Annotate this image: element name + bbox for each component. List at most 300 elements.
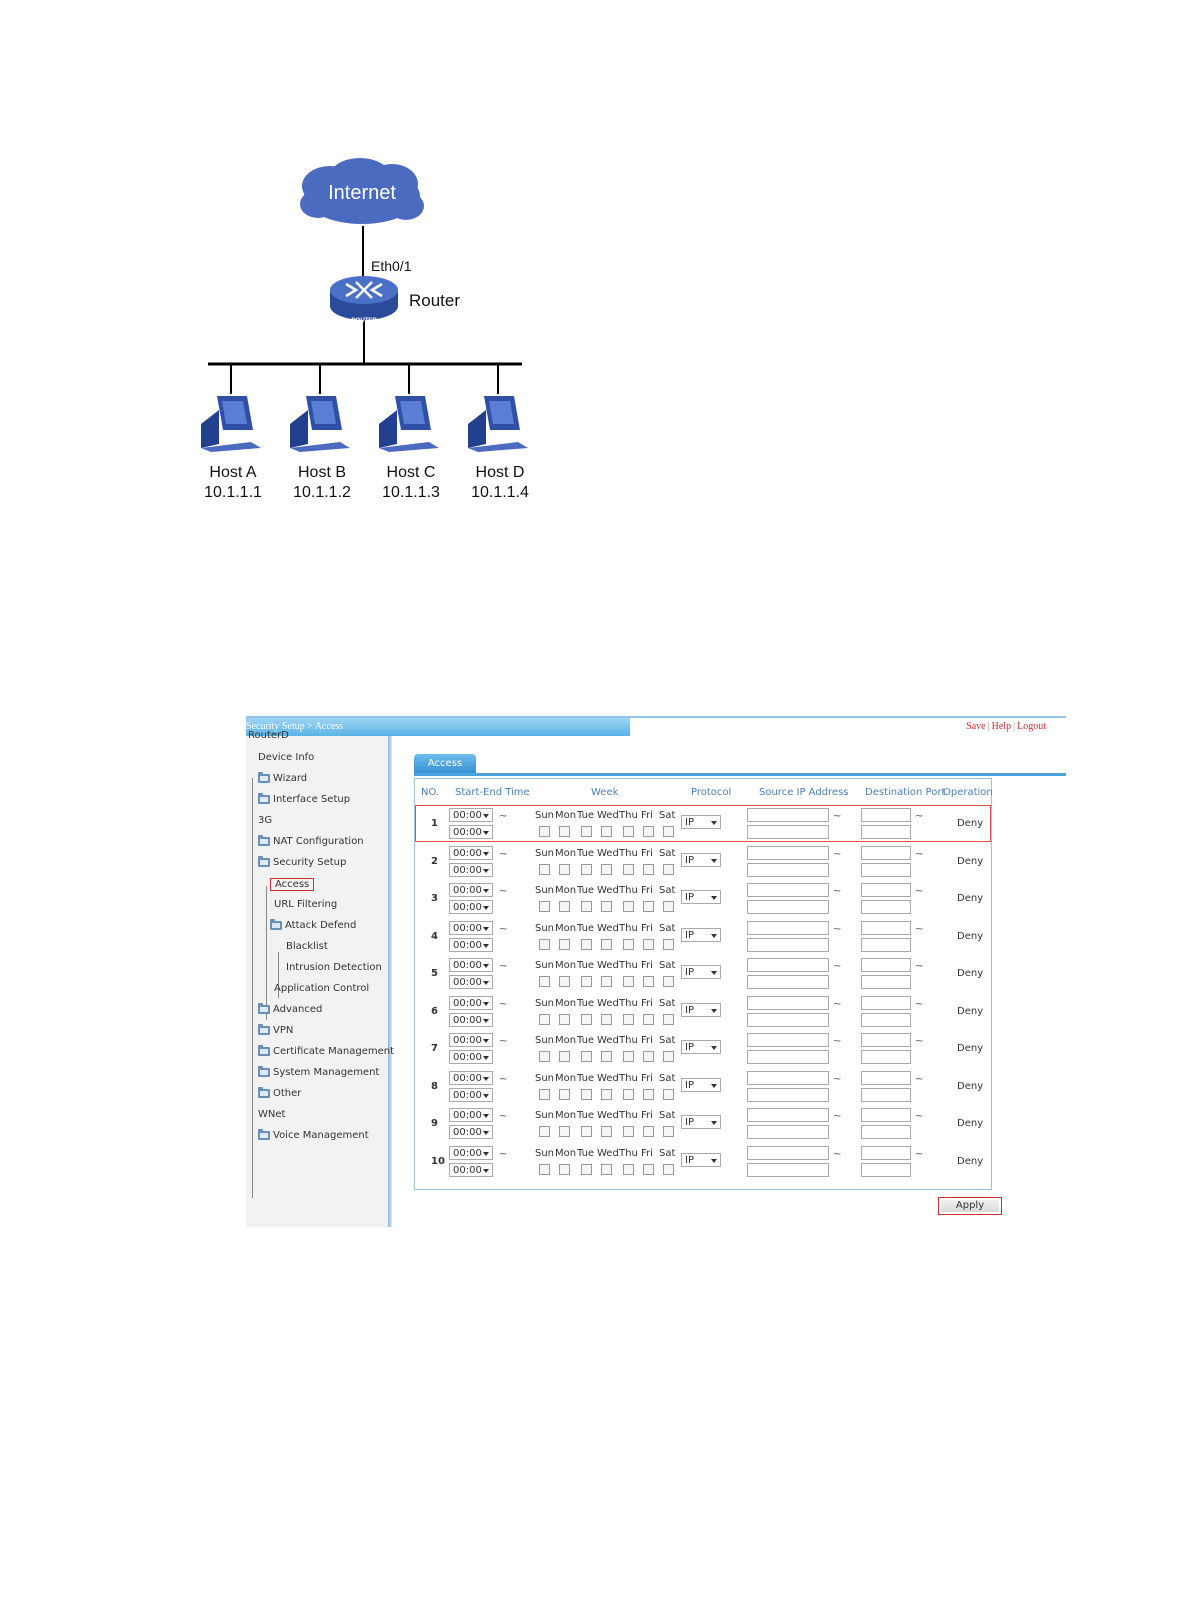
source-ip-end-input[interactable]: [747, 1050, 829, 1064]
protocol-select[interactable]: [681, 890, 721, 904]
protocol-select[interactable]: [681, 1078, 721, 1092]
col-no: NO.: [421, 787, 440, 798]
chevron-down-icon: [711, 1009, 717, 1013]
start-time-select[interactable]: [449, 1146, 493, 1160]
row-number: 8: [431, 1080, 438, 1092]
dest-port-end-input[interactable]: [861, 1125, 911, 1139]
nav-voice-management[interactable]: [258, 1130, 369, 1141]
day-checkbox[interactable]: [601, 1164, 612, 1175]
nav-security-setup[interactable]: [258, 857, 346, 868]
start-time-select[interactable]: [449, 921, 493, 935]
dest-port-end-input[interactable]: [861, 1088, 911, 1102]
port-range-separator: ~: [915, 811, 924, 822]
start-time-select[interactable]: [449, 883, 493, 897]
col-protocol: Protocol: [691, 787, 732, 798]
end-time-value: 00:00: [453, 1164, 482, 1176]
operation-value: Deny: [957, 1155, 984, 1167]
protocol-select[interactable]: [681, 853, 721, 867]
protocol-select[interactable]: [681, 1153, 721, 1167]
nav-3g[interactable]: [258, 815, 272, 826]
source-ip-start-input[interactable]: [747, 883, 829, 897]
day-checkbox[interactable]: [539, 1126, 550, 1137]
nav-nat-configuration[interactable]: [258, 836, 364, 847]
day-checkbox[interactable]: [643, 901, 654, 912]
end-time-value: 00:00: [453, 1127, 482, 1138]
start-time-select[interactable]: [449, 808, 493, 822]
nav-other[interactable]: [258, 1088, 301, 1099]
day-checkbox[interactable]: [601, 901, 612, 912]
end-time-select[interactable]: [449, 900, 493, 914]
chevron-down-icon: [483, 981, 489, 985]
day-label: Fri: [641, 1035, 653, 1046]
host-b-name: Host B: [297, 464, 346, 481]
dest-port-start-input[interactable]: [861, 1071, 911, 1085]
dest-port-start-input[interactable]: [861, 846, 911, 860]
col-time: Start-End Time: [455, 787, 530, 798]
day-checkbox[interactable]: [581, 1089, 592, 1100]
network-diagram-svg: [0, 0, 1190, 560]
router-web-ui: [246, 716, 1066, 1227]
day-label: Fri: [641, 1072, 653, 1084]
nav-attack-defend-label: Attack Defend: [285, 920, 357, 931]
day-checkbox[interactable]: [581, 1164, 592, 1175]
day-checkbox[interactable]: [623, 1164, 634, 1175]
network-diagram: [0, 0, 1190, 560]
day-label: Fri: [641, 1147, 653, 1159]
table-row: [415, 1068, 991, 1105]
ip-range-separator: ~: [833, 1148, 842, 1160]
row-number: 1: [431, 818, 438, 829]
dest-port-start-input[interactable]: [861, 883, 911, 897]
dest-port-end-input[interactable]: [861, 825, 911, 839]
table-row: [415, 880, 991, 917]
day-checkbox[interactable]: [539, 901, 550, 912]
day-label: Tue: [577, 847, 595, 859]
chevron-down-icon: [483, 906, 489, 910]
protocol-select[interactable]: [681, 815, 721, 829]
start-time-select[interactable]: [449, 1071, 493, 1085]
day-checkbox[interactable]: [559, 864, 570, 875]
end-time-select[interactable]: [449, 825, 493, 839]
host-d-computer-icon: [468, 396, 528, 452]
end-time-value: 00:00: [453, 1052, 482, 1063]
day-checkbox[interactable]: [581, 864, 592, 875]
dest-port-start-input[interactable]: [861, 996, 911, 1010]
dest-port-end-input[interactable]: [861, 1013, 911, 1027]
protocol-value: IP: [685, 1079, 694, 1091]
day-checkbox[interactable]: [643, 1051, 654, 1062]
day-label: Sat: [659, 960, 676, 971]
nav-blacklist[interactable]: [286, 941, 328, 952]
day-checkbox[interactable]: [539, 976, 550, 987]
day-checkbox[interactable]: [643, 1014, 654, 1025]
router-icon: [330, 276, 398, 320]
nav-attack-defend[interactable]: [270, 920, 356, 931]
logout-link[interactable]: Logout: [1017, 721, 1046, 732]
end-time-select[interactable]: [449, 863, 493, 877]
tab-underline: [414, 773, 1066, 776]
start-time-select[interactable]: [449, 1033, 493, 1047]
dest-port-start-input[interactable]: [861, 958, 911, 972]
router-label: Router: [409, 291, 461, 310]
day-checkbox[interactable]: [559, 1126, 570, 1137]
day-checkbox[interactable]: [601, 826, 612, 837]
source-ip-end-input[interactable]: [747, 1163, 829, 1177]
chevron-down-icon: [483, 964, 489, 968]
day-checkbox[interactable]: [601, 939, 612, 950]
ip-range-separator: ~: [833, 1073, 842, 1085]
folder-icon: [258, 1026, 270, 1035]
operation-value: Deny: [957, 968, 984, 979]
nav-interface-setup[interactable]: [258, 794, 350, 805]
day-checkbox[interactable]: [623, 1089, 634, 1100]
day-label: Sun: [535, 1072, 555, 1084]
end-time-select[interactable]: [449, 1050, 493, 1064]
day-checkbox[interactable]: [663, 901, 674, 912]
day-checkbox[interactable]: [623, 976, 634, 987]
end-time-select[interactable]: [449, 1163, 493, 1177]
chevron-down-icon: [711, 821, 717, 825]
end-time-select[interactable]: [449, 1125, 493, 1139]
day-checkbox[interactable]: [559, 939, 570, 950]
day-label: Sat: [659, 885, 676, 896]
source-ip-start-input[interactable]: [747, 1033, 829, 1047]
host-c-ip: 10.1.1.3: [382, 484, 440, 501]
day-checkbox[interactable]: [581, 976, 592, 987]
time-range-separator: ~: [499, 1111, 508, 1122]
day-checkbox[interactable]: [623, 1126, 634, 1137]
source-ip-start-input[interactable]: [747, 1071, 829, 1085]
day-label: Thu: [619, 960, 638, 971]
day-label: Mon: [555, 1072, 577, 1084]
nav-voice-label: Voice Management: [273, 1130, 369, 1141]
nav-advanced[interactable]: [258, 1004, 322, 1015]
nav-wnet[interactable]: [258, 1109, 285, 1120]
chevron-down-icon: [711, 934, 717, 938]
day-checkbox[interactable]: [663, 1089, 674, 1100]
nav-application-control[interactable]: [274, 983, 369, 994]
source-ip-start-input[interactable]: [747, 921, 829, 935]
port-range-separator: ~: [915, 848, 924, 860]
nav-wizard-label: Wizard: [273, 773, 308, 784]
day-checkbox[interactable]: [623, 864, 634, 875]
day-label: Sat: [659, 997, 676, 1009]
help-link[interactable]: Help: [991, 721, 1012, 732]
day-checkbox[interactable]: [539, 864, 550, 875]
chevron-down-icon: [483, 814, 489, 818]
nav-wnet-label: WNet: [258, 1109, 286, 1120]
day-label: Mon: [555, 1147, 577, 1159]
day-checkbox[interactable]: [601, 864, 612, 875]
row-number: 9: [431, 1118, 438, 1129]
day-checkbox[interactable]: [623, 939, 634, 950]
protocol-select[interactable]: [681, 1003, 721, 1017]
day-label: Mon: [555, 960, 577, 971]
source-ip-start-input[interactable]: [747, 808, 829, 822]
source-ip-end-input[interactable]: [747, 1013, 829, 1027]
day-label: Tue: [577, 1147, 595, 1159]
nav-device-info[interactable]: [258, 752, 314, 763]
start-time-select[interactable]: [449, 996, 493, 1010]
protocol-value: IP: [685, 1042, 694, 1053]
protocol-select[interactable]: [681, 928, 721, 942]
dest-port-end-input[interactable]: [861, 938, 911, 952]
day-label: Sat: [659, 1035, 676, 1046]
port-range-separator: ~: [915, 961, 924, 972]
day-checkbox[interactable]: [663, 1126, 674, 1137]
day-checkbox[interactable]: [663, 1164, 674, 1175]
operation-value: Deny: [957, 930, 984, 942]
end-time-value: 00:00: [453, 1089, 482, 1101]
day-checkbox[interactable]: [559, 1051, 570, 1062]
day-checkbox[interactable]: [663, 939, 674, 950]
end-time-value: 00:00: [453, 902, 482, 913]
day-checkbox[interactable]: [663, 864, 674, 875]
table-row: [415, 843, 991, 880]
start-time-value: 00:00: [453, 847, 482, 859]
day-label: Sun: [535, 1035, 555, 1046]
nav-url-filtering[interactable]: [274, 899, 337, 910]
save-link[interactable]: Save: [966, 721, 986, 732]
host-c-computer-icon: [379, 396, 439, 452]
nav-url-filtering-label: URL Filtering: [274, 899, 338, 910]
day-checkbox[interactable]: [559, 901, 570, 912]
protocol-value: IP: [685, 929, 694, 941]
port-range-separator: ~: [915, 1148, 924, 1160]
source-ip-start-input[interactable]: [747, 1146, 829, 1160]
dest-port-end-input[interactable]: [861, 975, 911, 989]
day-label: Sun: [535, 810, 555, 821]
day-checkbox[interactable]: [559, 976, 570, 987]
chevron-down-icon: [483, 1039, 489, 1043]
chevron-down-icon: [483, 1019, 489, 1023]
day-label: Sat: [659, 847, 676, 859]
row-number: 6: [431, 1005, 438, 1017]
chevron-down-icon: [483, 852, 489, 856]
chevron-down-icon: [483, 927, 489, 931]
protocol-select[interactable]: [681, 1115, 721, 1129]
nav-vpn-label: VPN: [273, 1025, 294, 1036]
day-checkbox[interactable]: [581, 1051, 592, 1062]
day-label: Tue: [577, 885, 595, 896]
day-checkbox[interactable]: [601, 976, 612, 987]
day-checkbox[interactable]: [559, 1014, 570, 1025]
day-checkbox[interactable]: [601, 1014, 612, 1025]
nav-access[interactable]: [270, 878, 314, 891]
day-label: Thu: [619, 810, 638, 821]
day-checkbox[interactable]: [643, 976, 654, 987]
folder-icon: [258, 837, 270, 846]
operation-value: Deny: [957, 893, 984, 904]
source-ip-end-input[interactable]: [747, 1125, 829, 1139]
time-range-separator: ~: [499, 961, 508, 972]
protocol-select[interactable]: [681, 1040, 721, 1054]
row-number: 4: [431, 930, 438, 942]
apply-button[interactable]: Apply: [938, 1197, 1002, 1215]
day-checkbox[interactable]: [559, 1164, 570, 1175]
day-label: Fri: [641, 1110, 653, 1121]
nav-system-management[interactable]: [258, 1067, 379, 1078]
day-checkbox[interactable]: [539, 1051, 550, 1062]
top-links: Save | Help | Logout: [966, 721, 1046, 732]
folder-icon: [258, 774, 270, 783]
dest-port-start-input[interactable]: [861, 921, 911, 935]
day-checkbox[interactable]: [623, 1014, 634, 1025]
source-ip-start-input[interactable]: [747, 1108, 829, 1122]
chevron-down-icon: [483, 944, 489, 948]
folder-icon: [258, 1047, 270, 1056]
dest-port-start-input[interactable]: [861, 1033, 911, 1047]
start-time-value: 00:00: [453, 1147, 482, 1159]
folder-icon: [258, 1068, 270, 1077]
port-range-separator: ~: [915, 1073, 924, 1085]
day-label: Mon: [555, 847, 577, 859]
day-checkbox[interactable]: [581, 1126, 592, 1137]
day-checkbox[interactable]: [623, 901, 634, 912]
day-checkbox[interactable]: [539, 1089, 550, 1100]
operation-value: Deny: [957, 1005, 984, 1017]
source-ip-end-input[interactable]: [747, 975, 829, 989]
day-label: Fri: [641, 885, 653, 896]
start-time-value: 00:00: [453, 960, 482, 971]
end-time-value: 00:00: [453, 1014, 482, 1026]
day-checkbox[interactable]: [643, 939, 654, 950]
folder-icon: [258, 795, 270, 804]
end-time-select[interactable]: [449, 1013, 493, 1027]
day-checkbox[interactable]: [559, 826, 570, 837]
day-label: Mon: [555, 1035, 577, 1046]
host-a-computer-icon: [201, 396, 261, 452]
nav-intrusion-detection[interactable]: [286, 962, 382, 973]
time-range-separator: ~: [499, 1148, 508, 1160]
day-label: Fri: [641, 810, 653, 821]
end-time-value: 00:00: [453, 939, 482, 951]
day-checkbox[interactable]: [643, 1164, 654, 1175]
source-ip-start-input[interactable]: [747, 958, 829, 972]
nav-intrusion-label: Intrusion Detection: [286, 962, 382, 973]
port-range-separator: ~: [915, 923, 924, 935]
end-time-select[interactable]: [449, 938, 493, 952]
day-checkbox[interactable]: [601, 1089, 612, 1100]
day-label: Wed: [597, 960, 619, 971]
nav-vpn[interactable]: [258, 1025, 293, 1036]
day-checkbox[interactable]: [663, 826, 674, 837]
protocol-select[interactable]: [681, 965, 721, 979]
day-label: Wed: [597, 997, 619, 1009]
day-label: Tue: [577, 1035, 595, 1046]
tab-access[interactable]: Access: [414, 754, 476, 774]
dest-port-end-input[interactable]: [861, 1050, 911, 1064]
day-checkbox[interactable]: [581, 826, 592, 837]
day-checkbox[interactable]: [539, 1164, 550, 1175]
start-time-select[interactable]: [449, 1108, 493, 1122]
source-ip-end-input[interactable]: [747, 1088, 829, 1102]
source-ip-start-input[interactable]: [747, 846, 829, 860]
host-a-ip: 10.1.1.1: [204, 484, 262, 501]
day-checkbox[interactable]: [643, 826, 654, 837]
time-range-separator: ~: [499, 998, 508, 1010]
dest-port-end-input[interactable]: [861, 1163, 911, 1177]
day-label: Sat: [659, 922, 676, 934]
day-label: Sun: [535, 997, 555, 1009]
day-checkbox[interactable]: [663, 1014, 674, 1025]
end-time-select[interactable]: [449, 1088, 493, 1102]
nav-certificate-management[interactable]: [258, 1046, 394, 1057]
start-time-select[interactable]: [449, 958, 493, 972]
source-ip-end-input[interactable]: [747, 825, 829, 839]
day-checkbox[interactable]: [663, 976, 674, 987]
source-ip-end-input[interactable]: [747, 900, 829, 914]
chevron-down-icon: [483, 1114, 489, 1118]
day-checkbox[interactable]: [623, 1051, 634, 1062]
day-checkbox[interactable]: [539, 939, 550, 950]
day-checkbox[interactable]: [559, 1089, 570, 1100]
day-checkbox[interactable]: [643, 1089, 654, 1100]
nav-wizard[interactable]: [258, 773, 307, 784]
dest-port-end-input[interactable]: [861, 863, 911, 877]
port-range-separator: ~: [915, 886, 924, 897]
day-checkbox[interactable]: [581, 901, 592, 912]
day-checkbox[interactable]: [581, 1014, 592, 1025]
day-checkbox[interactable]: [643, 864, 654, 875]
nav-interface-setup-label: Interface Setup: [273, 794, 351, 805]
day-checkbox[interactable]: [663, 1051, 674, 1062]
day-checkbox[interactable]: [539, 1014, 550, 1025]
operation-value: Deny: [957, 818, 984, 829]
day-checkbox[interactable]: [643, 1126, 654, 1137]
day-label: Fri: [641, 997, 653, 1009]
dest-port-start-input[interactable]: [861, 1108, 911, 1122]
time-range-separator: ~: [499, 848, 508, 860]
day-label: Tue: [577, 1072, 595, 1084]
col-dst-port: Destination Port: [865, 787, 946, 798]
chevron-down-icon: [483, 1094, 489, 1098]
day-checkbox[interactable]: [581, 939, 592, 950]
source-ip-start-input[interactable]: [747, 996, 829, 1010]
table-row: [415, 955, 991, 992]
day-label: Tue: [577, 1110, 595, 1121]
day-label: Mon: [555, 997, 577, 1009]
day-label: Fri: [641, 922, 653, 934]
day-checkbox[interactable]: [601, 1051, 612, 1062]
day-label: Sun: [535, 885, 555, 896]
chevron-down-icon: [711, 971, 717, 975]
source-ip-end-input[interactable]: [747, 938, 829, 952]
time-range-separator: ~: [499, 1036, 508, 1047]
source-ip-end-input[interactable]: [747, 863, 829, 877]
folder-icon: [258, 1005, 270, 1014]
day-label: Thu: [619, 1072, 638, 1084]
chevron-down-icon: [711, 859, 717, 863]
chevron-down-icon: [711, 1159, 717, 1163]
row-number: 7: [431, 1043, 438, 1054]
day-checkbox[interactable]: [539, 826, 550, 837]
nav-nat-label: NAT Configuration: [273, 836, 364, 847]
dest-port-start-input[interactable]: [861, 808, 911, 822]
dest-port-start-input[interactable]: [861, 1146, 911, 1160]
day-label: Sun: [535, 847, 555, 859]
day-checkbox[interactable]: [601, 1126, 612, 1137]
end-time-select[interactable]: [449, 975, 493, 989]
ip-range-separator: ~: [833, 811, 842, 822]
row-number: 2: [431, 855, 438, 867]
access-table: [414, 778, 992, 1190]
start-time-select[interactable]: [449, 846, 493, 860]
day-checkbox[interactable]: [623, 826, 634, 837]
nav-access-label: Access: [270, 878, 314, 891]
dest-port-end-input[interactable]: [861, 900, 911, 914]
nav-other-label: Other: [273, 1088, 302, 1099]
